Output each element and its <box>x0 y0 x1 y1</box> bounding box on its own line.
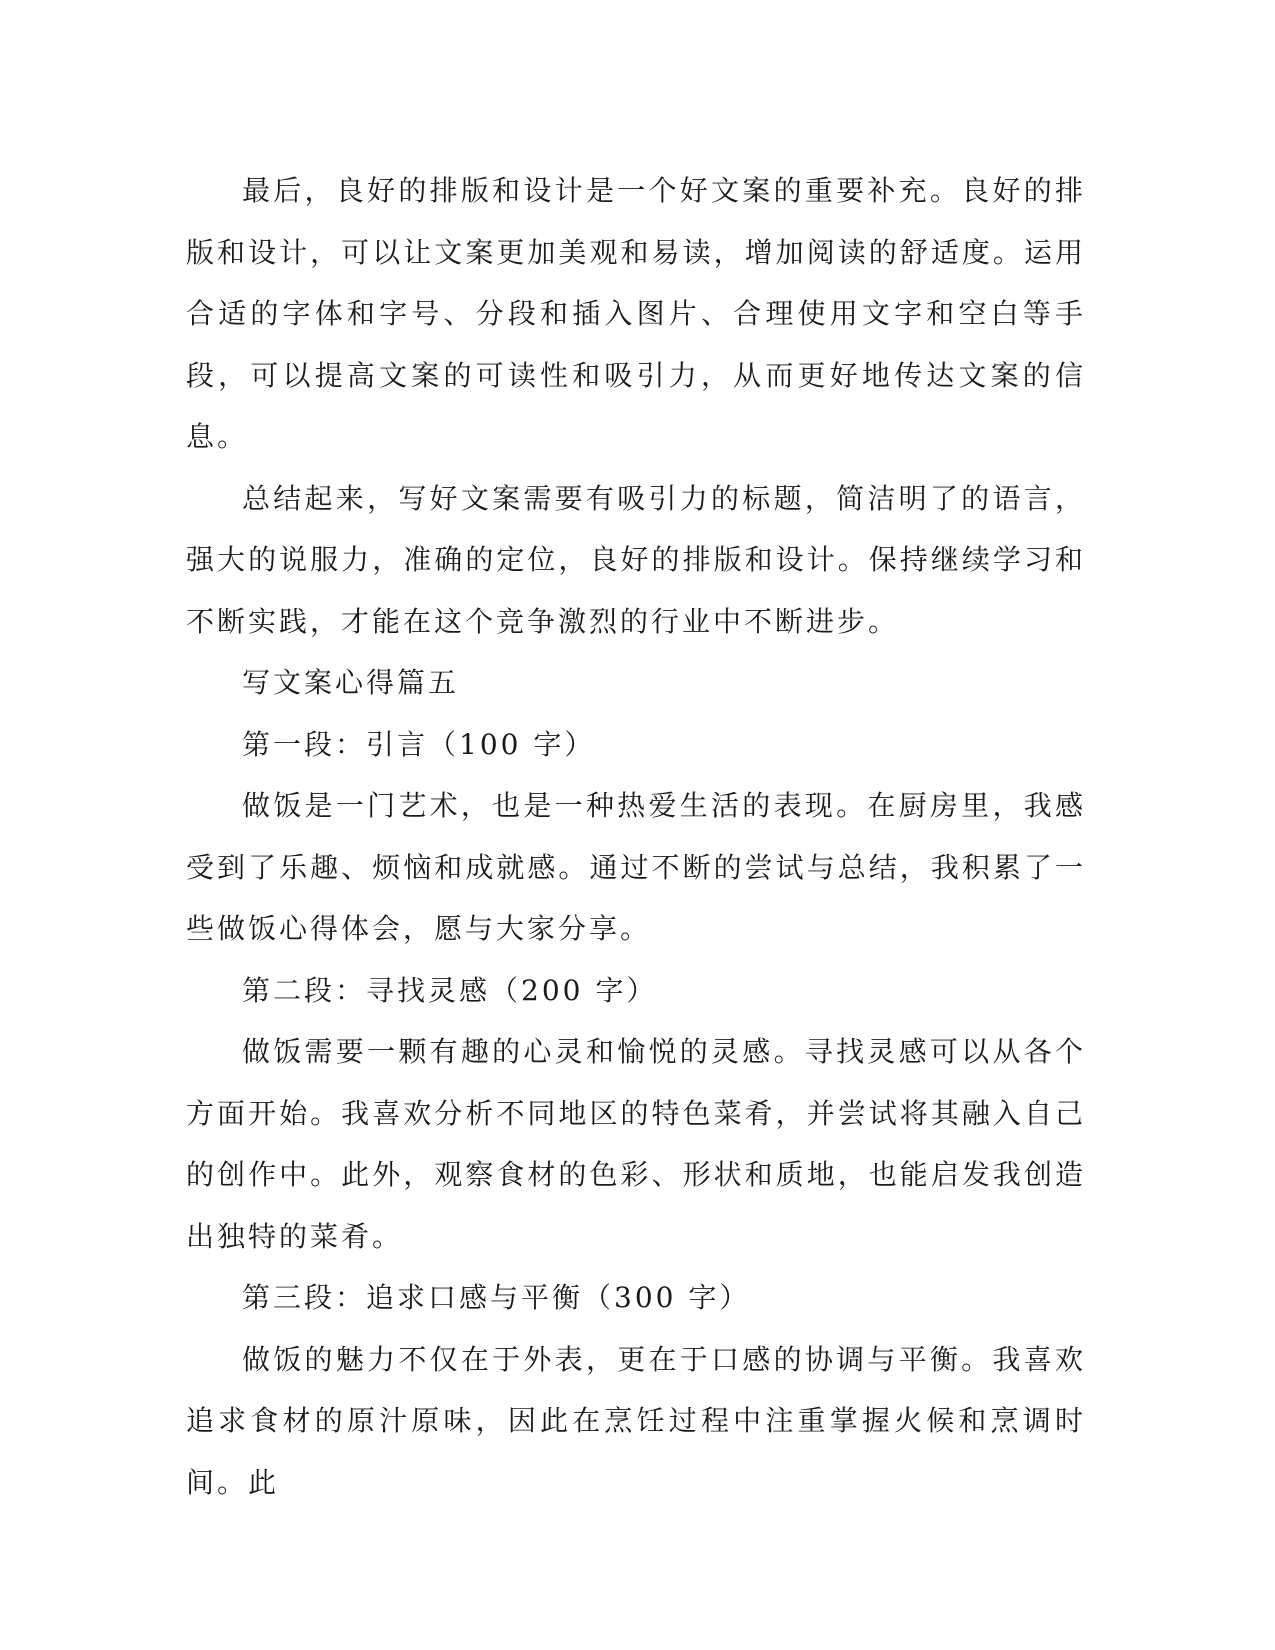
paragraph-taste-balance: 做饭的魅力不仅在于外表，更在于口感的协调与平衡。我喜欢追求食材的原汁原味，因此在烹饪过程中注重掌握火候和烹调时间。此 <box>186 1342 1086 1499</box>
paragraph-intro: 做饭是一门艺术，也是一种热爱生活的表现。在厨房里，我感受到了乐趣、烦恼和成就感。通过不断的尝试与总结，我积累了一些做饭心得体会，愿与大家分享。 <box>186 789 1086 945</box>
section-heading-intro: 第一段：引言（100 字） <box>242 727 596 761</box>
section-heading-taste-balance: 第三段：追求口感与平衡（300 字） <box>242 1281 751 1314</box>
paragraph-summary: 总结起来，写好文案需要有吸引力的标题，简洁明了的语言，强大的说服力，准确的定位，良好的排版和设计。保持继续学习和不断实践，才能在这个竞争激烈的行业中不断进步。 <box>186 481 1086 638</box>
section-title-part-five: 写文案心得篇五 <box>242 666 460 699</box>
paragraph-layout-design: 最后，良好的排版和设计是一个好文案的重要补充。良好的排版和设计，可以让文案更加美观和易读，增加阅读的舒适度。运用合适的字体和字号、分段和插入图片、合理使用文字和空白等手段，可以提高文案的可读性和吸引力，从而更好地传达文案的信息。 <box>186 174 1086 453</box>
document-body <box>186 160 1086 1513</box>
paragraph-inspiration: 做饭需要一颗有趣的心灵和愉悦的灵感。寻找灵感可以从各个方面开始。我喜欢分析不同地区的特色菜肴，并尝试将其融入自己的创作中。此外，观察食材的色彩、形状和质地，也能启发我创造出独特的菜肴。 <box>186 1035 1086 1253</box>
section-heading-inspiration: 第二段：寻找灵感（200 字） <box>242 973 658 1007</box>
